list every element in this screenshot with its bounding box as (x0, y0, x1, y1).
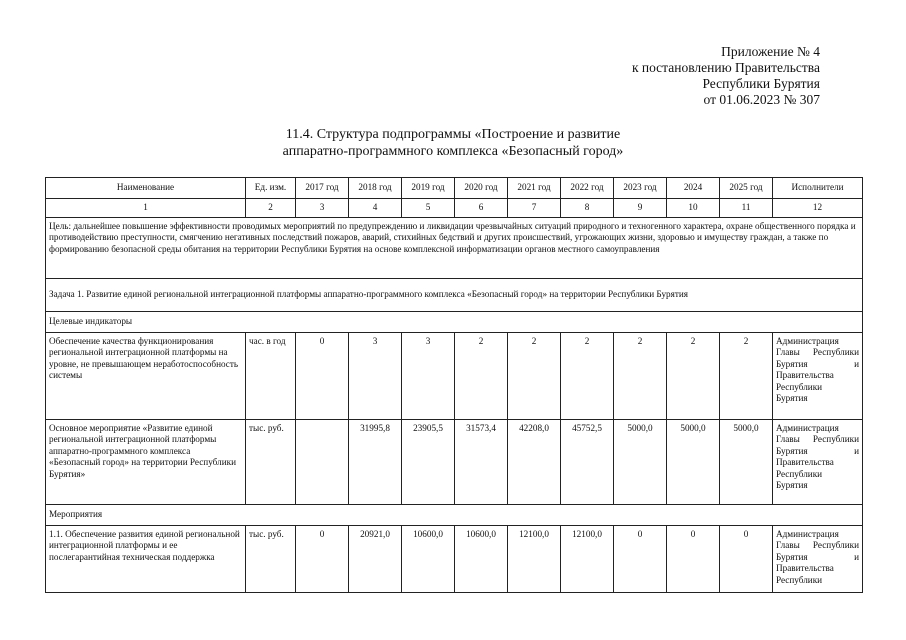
row-value: 0 (296, 525, 349, 592)
executor-line (776, 540, 859, 552)
row-value: 2 (614, 332, 667, 419)
row-value: 31573,4 (455, 419, 508, 504)
column-header: 2018 год (349, 178, 402, 199)
row-executor (773, 525, 863, 592)
executor-line: Правительства (776, 457, 834, 467)
indicators-label: Целевые индикаторы (46, 311, 863, 332)
table-row (46, 419, 863, 504)
table-row (46, 332, 863, 419)
column-header: 2024 (667, 178, 720, 199)
goal-text: Цель: дальнейшее повышение эффективности проводимых мероприятий по предупреждению и ликвидации чрезвычайных ситуаций природного и техногенного характера, охране общественного порядка и противодействию преступности, смягчению негативных последствий пожаров, аварий, стихийных бедствий и других происшествий, угрожающих жизни, здоровью и имуществу граждан, а также по формированию безопасной среды обитания на территории Республики Бурятия на основе комплексной информатизации органов местного самоуправления (46, 217, 863, 278)
appendix-block (632, 44, 820, 108)
executor-line: Администрация (776, 335, 839, 346)
executor-line: Республики (776, 381, 823, 392)
executor-word: Бурятия (776, 445, 808, 456)
row-value: 5000,0 (720, 419, 773, 504)
column-header: 2021 год (508, 178, 561, 199)
executor-word: Бурятия (776, 551, 808, 562)
column-number: 11 (720, 199, 773, 218)
row-executor (773, 419, 863, 504)
executor-word: Главы (776, 434, 800, 444)
executor-line (776, 359, 859, 371)
row-unit: тыс. руб. (246, 419, 296, 504)
row-value: 10600,0 (455, 525, 508, 592)
executor-line (776, 434, 859, 446)
executor-word: Республики (812, 540, 859, 550)
row-value: 12100,0 (561, 525, 614, 592)
executor-line (776, 446, 859, 458)
column-header: 2022 год (561, 178, 614, 199)
executor-word: Главы (776, 540, 800, 550)
row-value: 31995,8 (349, 419, 402, 504)
row-unit: тыс. руб. (246, 525, 296, 592)
row-name: 1.1. Обеспечение развития единой региональной интеграционной платформы и ее послегарантийная техническая поддержка (46, 525, 246, 592)
executor-line: Правительства (776, 370, 834, 380)
executor-line: Республики (776, 574, 823, 585)
goal-row (46, 217, 863, 278)
executor-line: Администрация (776, 422, 839, 433)
row-value: 42208,0 (508, 419, 561, 504)
row-executor (773, 332, 863, 419)
column-header: Ед. изм. (246, 178, 296, 199)
executor-word: и (854, 551, 859, 562)
executor-word: и (854, 358, 859, 369)
executor-line: Республики (776, 468, 823, 479)
executor-word: Главы (776, 347, 800, 357)
column-header: Исполнители (773, 178, 863, 199)
task-row (46, 278, 863, 311)
row-value: 45752,5 (561, 419, 614, 504)
events-row (46, 504, 863, 525)
row-name: Обеспечение качества функционирования региональной интеграционной платформы на уровне, не превышающем неработоспособность системы (46, 332, 246, 419)
column-number: 7 (508, 199, 561, 218)
executor-line (776, 347, 859, 359)
executor-line: Бурятия (776, 480, 808, 490)
column-header: 2019 год (402, 178, 455, 199)
column-number: 2 (246, 199, 296, 218)
row-value: 3 (349, 332, 402, 419)
column-number: 9 (614, 199, 667, 218)
executor-line: Администрация (776, 528, 839, 539)
row-value: 20921,0 (349, 525, 402, 592)
row-value: 5000,0 (667, 419, 720, 504)
row-value: 0 (614, 525, 667, 592)
row-value: 12100,0 (508, 525, 561, 592)
appendix-line: Приложение № 4 (721, 44, 820, 59)
row-value: 2 (561, 332, 614, 419)
executor-word: Бурятия (776, 358, 808, 369)
row-value: 0 (296, 332, 349, 419)
page-title (0, 126, 906, 160)
appendix-line: к постановлению Правительства (631, 60, 820, 75)
column-number: 8 (561, 199, 614, 218)
column-number: 4 (349, 199, 402, 218)
row-value: 2 (455, 332, 508, 419)
row-value: 2 (720, 332, 773, 419)
appendix-line: от 01.06.2023 № 307 (703, 92, 820, 107)
executor-word: Республики (812, 347, 859, 357)
indicators-row (46, 311, 863, 332)
title-line: аппаратно-программного комплекса «Безопасный город» (282, 144, 624, 159)
column-number-row (46, 199, 863, 218)
row-value: 10600,0 (402, 525, 455, 592)
column-number: 10 (667, 199, 720, 218)
row-value: 2 (508, 332, 561, 419)
row-value: 0 (720, 525, 773, 592)
column-header: 2020 год (455, 178, 508, 199)
row-value (296, 419, 349, 504)
column-number: 5 (402, 199, 455, 218)
row-value: 2 (667, 332, 720, 419)
column-header: 2025 год (720, 178, 773, 199)
row-name: Основное мероприятие «Развитие единой региональной интеграционной платформы аппаратно-программного комплекса «Безопасный город» на территории Республики Бурятия» (46, 419, 246, 504)
title-line: 11.4. Структура подпрограммы «Построение и развитие (285, 127, 621, 142)
column-header: 2017 год (296, 178, 349, 199)
column-number: 6 (455, 199, 508, 218)
executor-line: Бурятия (776, 393, 808, 403)
row-value: 5000,0 (614, 419, 667, 504)
row-value: 0 (667, 525, 720, 592)
executor-line (776, 552, 859, 564)
header-row (46, 178, 863, 199)
appendix-line: Республики Бурятия (702, 76, 820, 91)
column-number: 1 (46, 199, 246, 218)
subprogram-structure-table (45, 177, 863, 593)
row-value: 23905,5 (402, 419, 455, 504)
task-text: Задача 1. Развитие единой региональной интеграционной платформы аппаратно-программного комплекса «Безопасный город» на территории Республики Бурятия (46, 278, 863, 311)
row-value: 3 (402, 332, 455, 419)
column-header: Наименование (46, 178, 246, 199)
row-unit: час. в год (246, 332, 296, 419)
table-row (46, 525, 863, 592)
column-number: 3 (296, 199, 349, 218)
executor-word: Республики (812, 434, 859, 444)
executor-word: и (854, 445, 859, 456)
column-number: 12 (773, 199, 863, 218)
events-label: Мероприятия (46, 504, 863, 525)
executor-line: Правительства (776, 563, 834, 573)
column-header: 2023 год (614, 178, 667, 199)
